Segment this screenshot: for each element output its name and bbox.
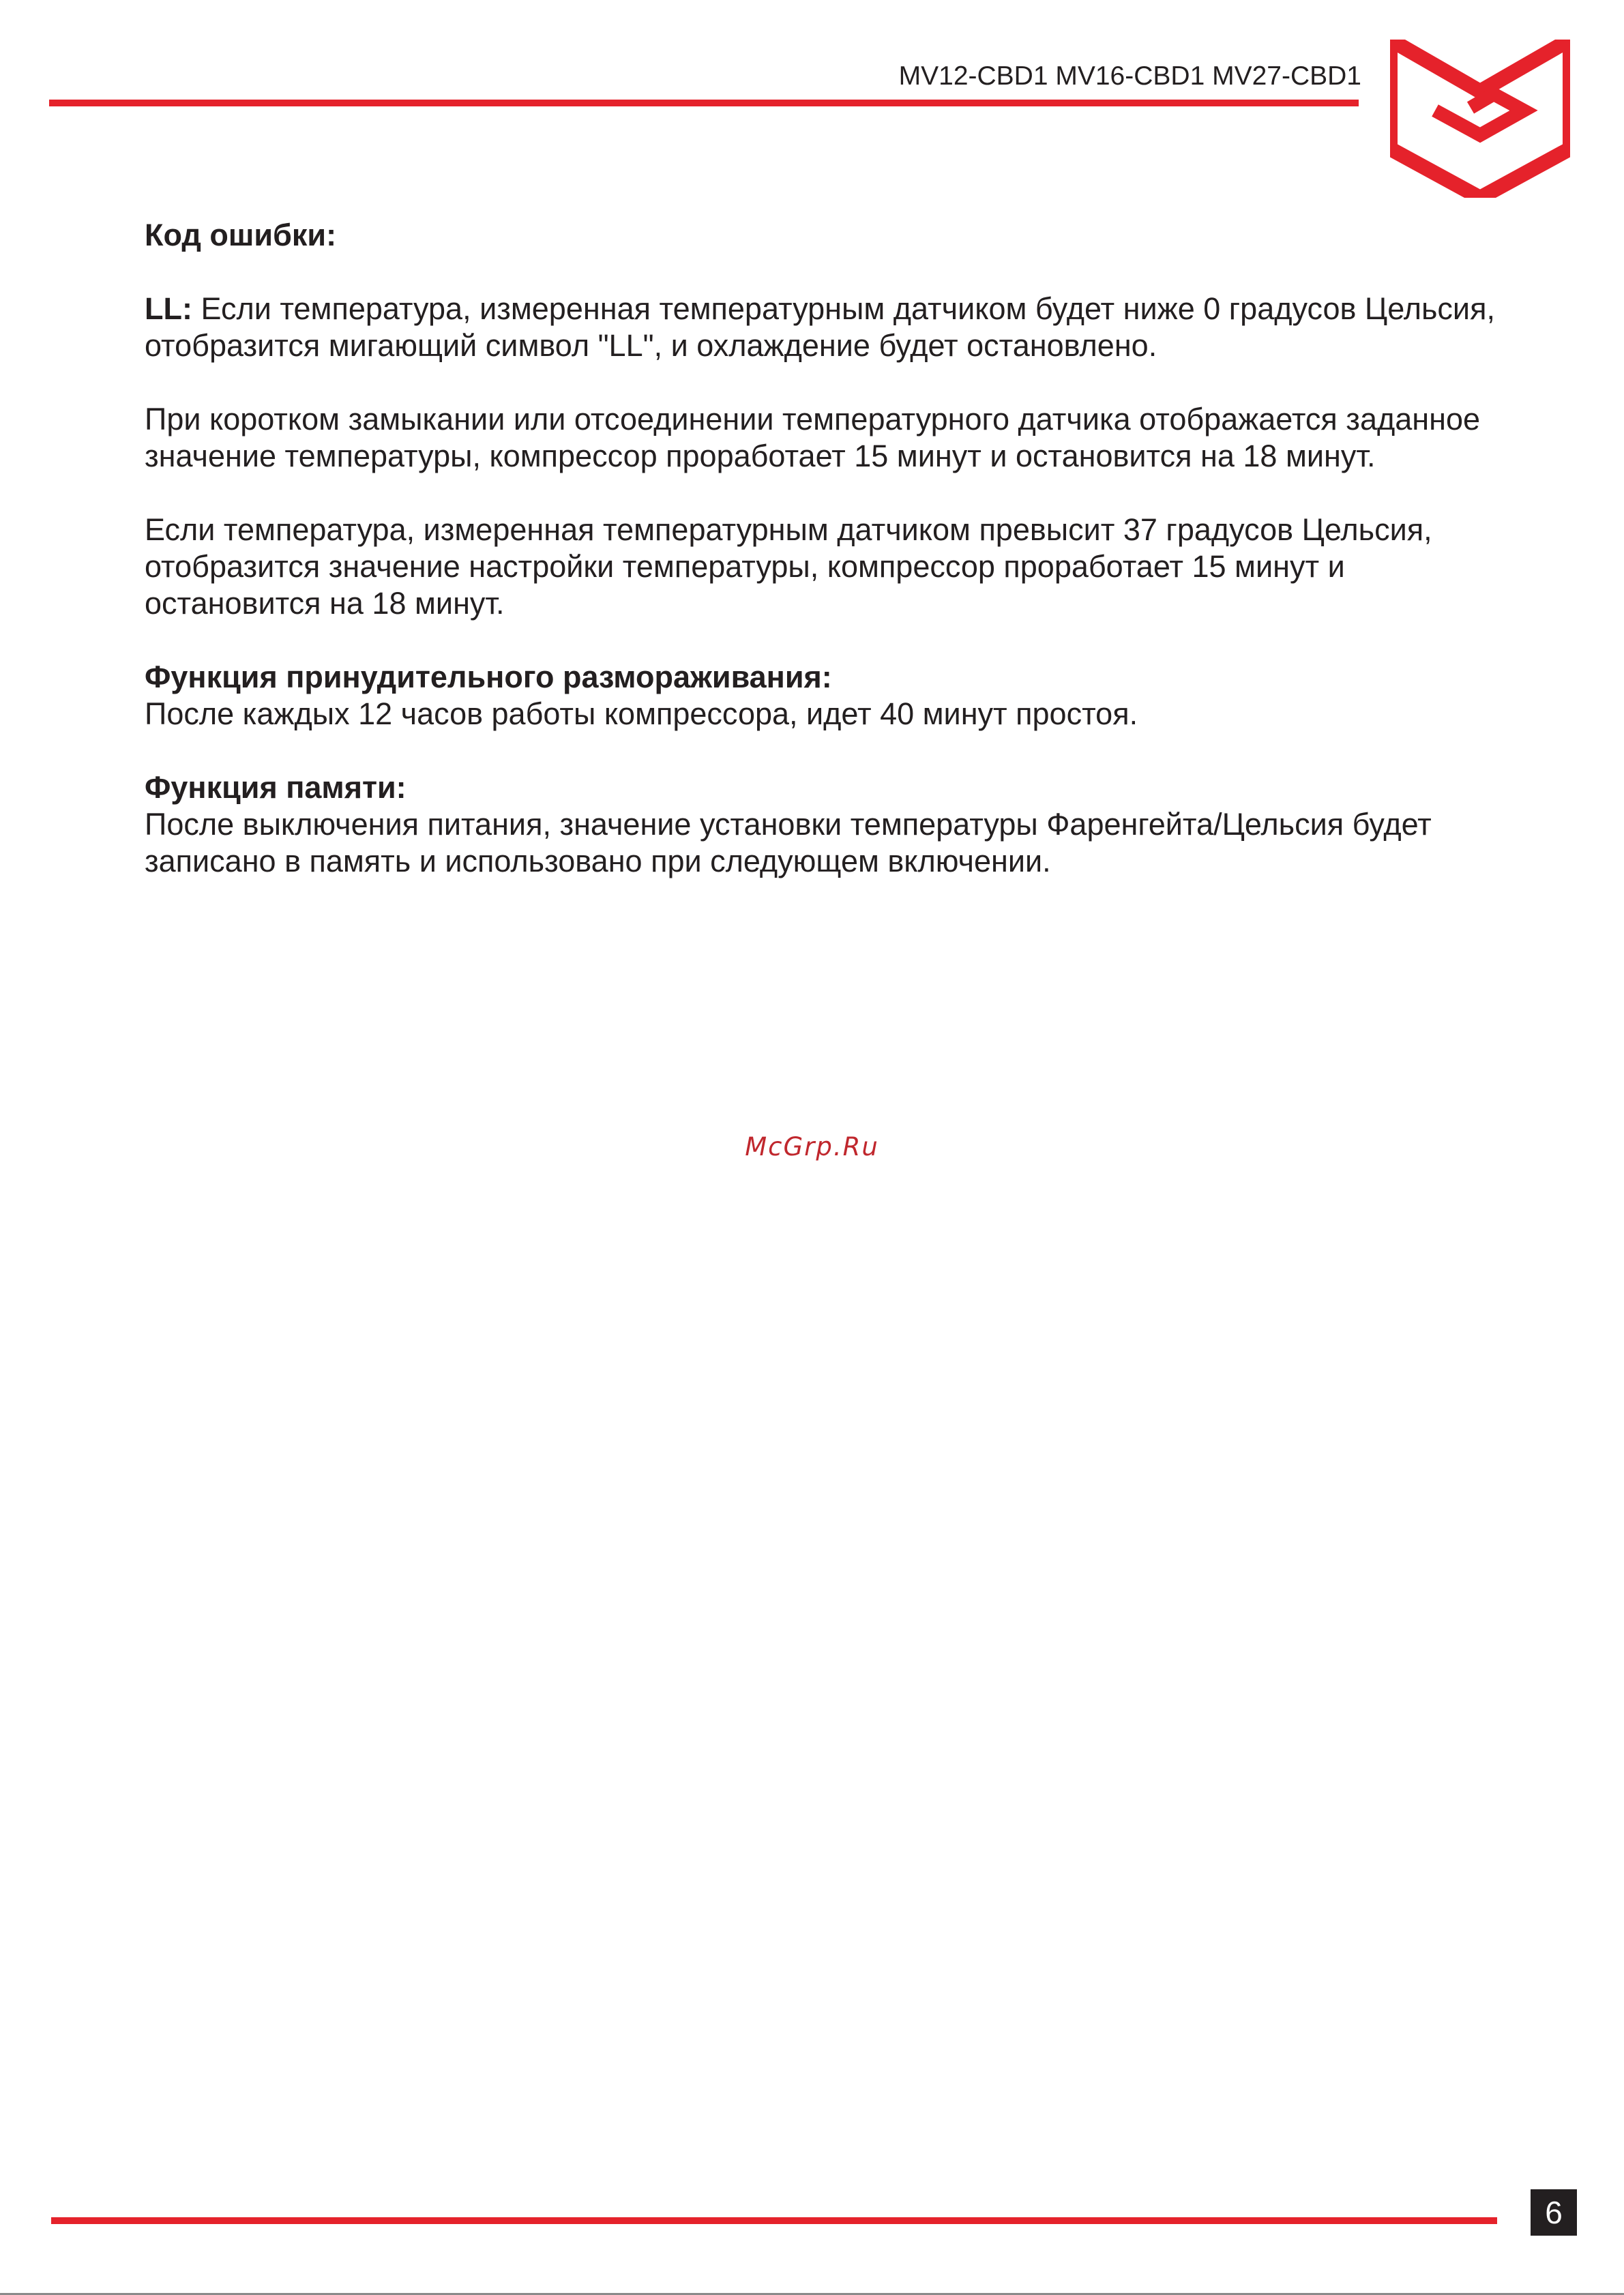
error-code-heading: Код ошибки: — [145, 218, 337, 252]
ll-text: Если температура, измеренная температурным датчиком будет ниже 0 градусов Цельсия, отобразится мигающий символ "LL", и охлаждение будет остановлено. — [145, 291, 1495, 363]
ll-label: LL: — [145, 291, 192, 326]
memory-section — [145, 769, 1495, 880]
short-circuit-paragraph: При коротком замыкании или отсоединении температурного датчика отображается заданное значение температуры, компрессор проработает 15 минут и остановится на 18 минут. — [145, 402, 1481, 473]
defrost-heading: Функция принудительного размораживания: — [145, 660, 832, 694]
watermark-text: McGrp.Ru — [745, 1132, 879, 1161]
defrost-section — [145, 659, 1495, 732]
defrost-text: После каждых 12 часов работы компрессора, идет 40 минут простоя. — [145, 696, 1138, 731]
ll-paragraph — [145, 291, 1495, 364]
footer-divider — [51, 2217, 1497, 2224]
header-divider — [49, 100, 1359, 106]
page-number: 6 — [1531, 2189, 1577, 2236]
header-model-list: MV12-CBD1 MV16-CBD1 MV27-CBD1 — [898, 61, 1361, 91]
main-content — [145, 217, 1495, 917]
over-temp-paragraph: Если температура, измеренная температурным датчиком превысит 37 градусов Цельсия, отобразится значение настройки температуры, компрессор проработает 15 минут и остановится на 18 минут. — [145, 512, 1432, 621]
brand-logo-icon — [1390, 40, 1570, 198]
memory-text: После выключения питания, значение установки температуры Фаренгейта/Цельсия будет записано в память и использовано при следующем включении. — [145, 807, 1432, 878]
memory-heading: Функция памяти: — [145, 770, 407, 805]
